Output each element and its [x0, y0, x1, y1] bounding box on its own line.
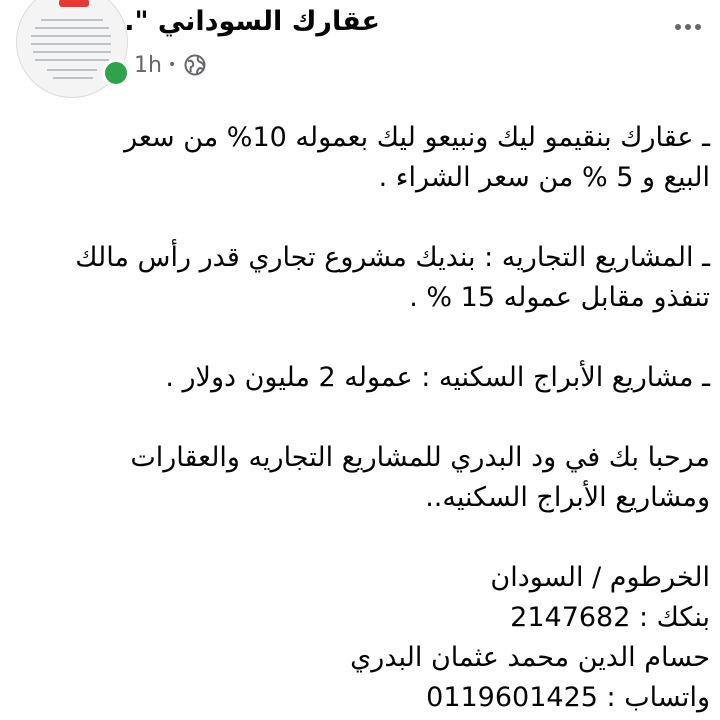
post-meta	[134, 50, 206, 80]
post-timestamp[interactable]: 1h	[134, 52, 162, 78]
post-text-line: واتساب : 0119601425	[426, 682, 710, 713]
more-horizontal-icon	[673, 15, 703, 34]
post-header	[0, 0, 720, 100]
post-text-line: بنكك : 2147682	[510, 602, 710, 633]
post-body	[24, 118, 710, 718]
globe-icon[interactable]	[184, 54, 206, 76]
post-text-line: ومشاريع الأبراج السكنيه..	[425, 482, 710, 513]
paragraph-gap	[24, 318, 710, 358]
page-name-link[interactable]: عقارك السوداني ".	[124, 6, 380, 37]
paragraph-gap	[24, 198, 710, 238]
post-text-line: ـ المشاريع التجاريه : بنديك مشروع تجاري قدر رأس مالك	[75, 242, 710, 273]
paragraph-gap	[24, 518, 710, 558]
post-text-line: البيع و 5 % من سعر الشراء .	[378, 162, 710, 193]
post-text-line: حسام الدين محمد عثمان البدري	[350, 642, 710, 673]
avatar-logo-mark	[59, 0, 89, 7]
post-text-line: ـ مشاريع الأبراج السكنيه : عموله 2 مليون دولار .	[165, 362, 710, 393]
post-text-line: الخرطوم / السودان	[490, 562, 710, 593]
paragraph-gap	[24, 398, 710, 438]
post-text-line: ـ عقارك بنقيمو ليك ونبيعو ليك بعموله 10% من سعر	[124, 122, 710, 153]
online-status-dot	[102, 59, 130, 87]
more-options-button[interactable]	[668, 10, 708, 38]
meta-separator: •	[167, 57, 177, 73]
post-text-line: تنفذو مقابل عموله 15 % .	[409, 282, 710, 313]
post-text-line: مرحبا بك في ود البدري للمشاريع التجاريه والعقارات	[130, 442, 710, 473]
